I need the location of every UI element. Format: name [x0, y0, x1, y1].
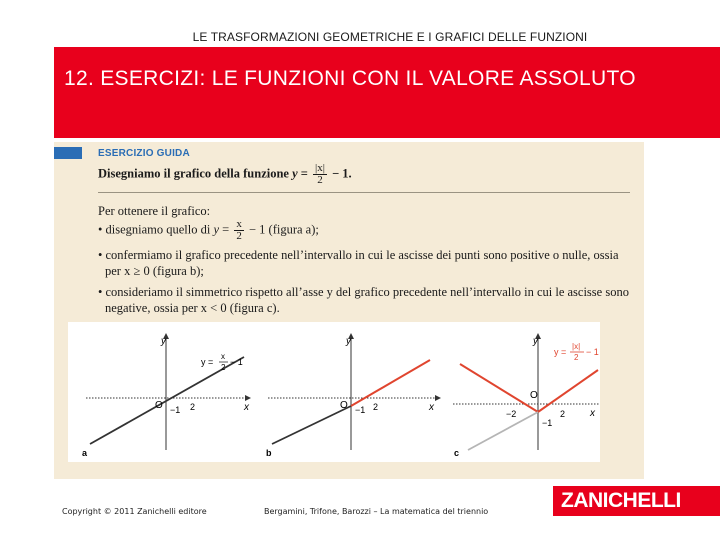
figure-a-eq-y: y =: [201, 357, 214, 367]
figure-b-origin: O: [340, 400, 348, 411]
guide-bar-marker: [54, 147, 82, 159]
figure-c-eq-y: y =: [554, 347, 567, 357]
lead-text: Per ottenere il grafico:: [98, 204, 211, 218]
figure-b-line-left: [272, 406, 351, 444]
figure-c: [453, 334, 600, 458]
copyright: Copyright © 2011 Zanichelli editore: [62, 507, 207, 516]
exercise-card: [54, 142, 644, 479]
figure-c-letter: c: [454, 448, 460, 458]
figure-c-line-gray: [468, 412, 538, 450]
figure-c-y-tick: −1: [542, 418, 553, 428]
step-2-line-2: per x ≥ 0 (figura b);: [105, 264, 204, 278]
figure-b-x-label: x: [429, 402, 434, 413]
figure-b-y-tick: −1: [355, 405, 366, 415]
figure-a-letter: a: [82, 448, 88, 458]
figure-a-eq-den: 2: [221, 363, 226, 372]
step-1: • disegniamo quello di y = $\frac{x}{2}$ − 1 (figura a);: [98, 218, 319, 242]
figure-a-y-label: y: [161, 336, 166, 347]
figure-b-x-tick: 2: [373, 402, 379, 412]
figure-a-eq-tail: − 1: [230, 357, 243, 367]
figure-c-eq-den: 2: [574, 353, 579, 362]
exercise-label: ESERCIZIO GUIDA: [98, 148, 190, 159]
step-3-line-2: negative, ossia per x < 0 (figura c).: [105, 301, 280, 315]
figure-c-line-right: [538, 370, 598, 412]
figure-a-x-label: x: [244, 402, 249, 413]
figure-c-line-left: [460, 364, 538, 412]
step-2-line-1: • confermiamo il grafico precedente nell’intervallo in cui le ascisse dei punti sono positive o nulle, ossia: [98, 248, 619, 262]
figure-c-x-tick-neg: −2: [506, 409, 517, 419]
figure-b: [266, 334, 440, 458]
figure-b-letter: b: [266, 448, 272, 458]
book-authors: Bergamini, Trifone, Barozzi – La matematica del triennio: [264, 507, 489, 516]
divider: [98, 192, 630, 193]
figure-c-origin: O: [530, 390, 538, 401]
figure-a-origin: O: [155, 400, 163, 411]
title-banner: [54, 47, 720, 138]
figure-a-x-tick: 2: [190, 402, 196, 412]
figure-c-x-tick: 2: [560, 409, 566, 419]
graphs-panel: [68, 322, 600, 462]
logo-text: ZANICHELLI: [561, 489, 681, 512]
figure-c-y-label: y: [533, 336, 538, 347]
exercise-intro: Disegniamo il grafico della funzione y = $\frac{|x|}{2}$ − 1.: [98, 162, 352, 186]
figure-c-eq-tail: − 1: [586, 347, 599, 357]
figure-b-line-right: [351, 360, 430, 406]
figure-c-eq-num: |x|: [572, 342, 581, 351]
slide-title: 12. ESERCIZI: LE FUNZIONI CON IL VALORE ASSOLUTO: [64, 67, 636, 90]
header-topline: LE TRASFORMAZIONI GEOMETRICHE E I GRAFICI DELLE FUNZIONI: [192, 30, 588, 44]
zanichelli-logo: [553, 486, 720, 516]
figure-a: [82, 334, 250, 458]
graphs-svg: [68, 322, 600, 462]
figure-a-y-tick: −1: [170, 405, 181, 415]
step-3-line-1: • consideriamo il simmetrico rispetto all’asse y del grafico precedente nell’intervallo in cui le ascisse sono: [98, 285, 629, 299]
figure-a-eq-num: x: [221, 352, 225, 361]
figure-b-y-label: y: [346, 336, 351, 347]
figure-c-x-label: x: [590, 408, 595, 419]
